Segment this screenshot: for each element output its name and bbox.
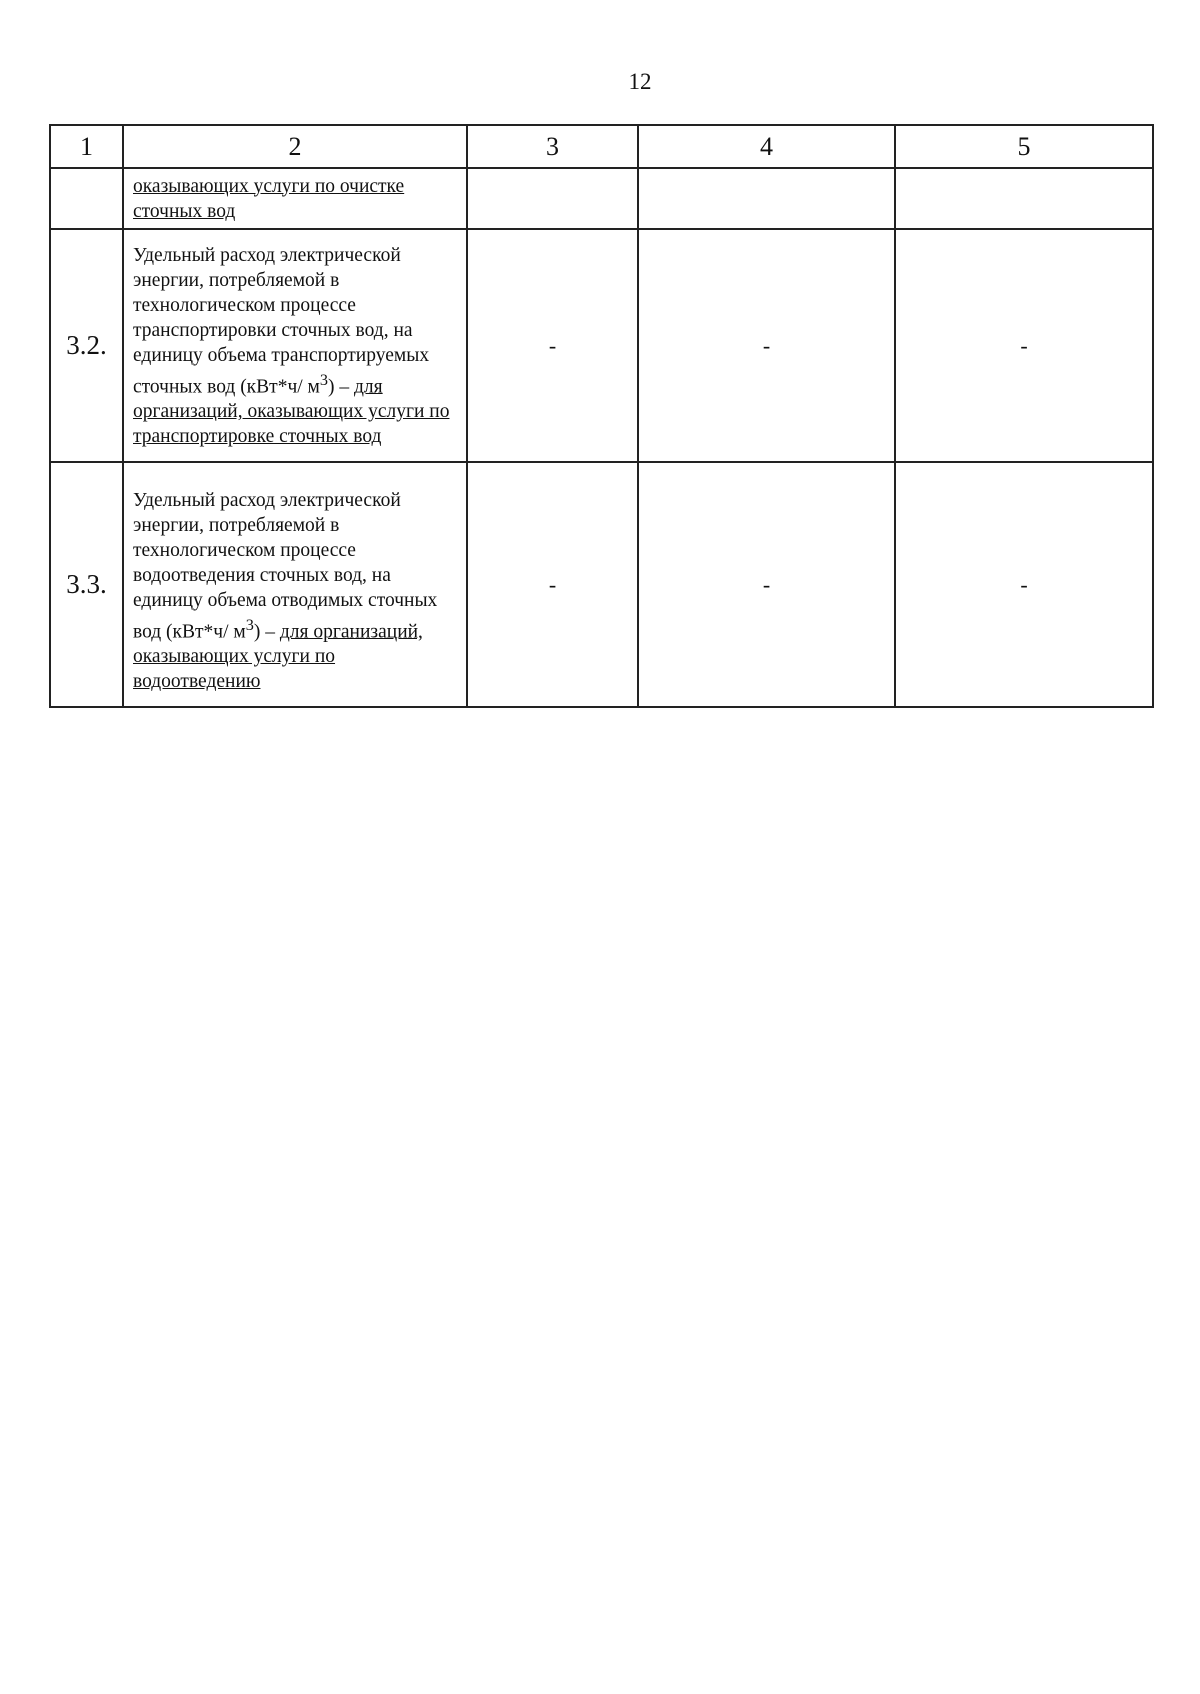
- table-row-3-3: [50, 462, 1153, 707]
- header-col-5: 5: [895, 125, 1153, 168]
- row-number-cell: [50, 168, 123, 229]
- value-cell-col5: -: [895, 229, 1153, 462]
- unit-superscript: 3: [319, 370, 329, 389]
- value-cell-col3: [467, 168, 638, 229]
- indicator-text-tail: ) –: [253, 621, 280, 643]
- value-cell-col4: -: [638, 462, 895, 707]
- value-cell-col3: -: [467, 229, 638, 462]
- indicator-text-tail: ) –: [328, 376, 355, 398]
- value-cell-col5: [895, 168, 1153, 229]
- header-col-4: 4: [638, 125, 895, 168]
- header-col-2: 2: [123, 125, 467, 168]
- indicator-text: Удельный расход электрической энергии, потребляемой в технологическом процессе водоотведения сточных вод, на единицу объема отводимых сточных вод (кВт*ч/ м: [133, 489, 438, 643]
- header-col-3: 3: [467, 125, 638, 168]
- table-row-3-2: [50, 229, 1153, 462]
- value-cell-col4: [638, 168, 895, 229]
- header-col-1: 1: [50, 125, 123, 168]
- indicator-text: Удельный расход электрической энергии, потребляемой в технологическом процессе транспортировки сточных вод, на единицу объема транспортируемых сточных вод (кВт*ч/ м: [133, 244, 430, 398]
- indicator-text-underlined: для организаций, оказывающих услуги по водоотведению: [133, 621, 423, 693]
- indicator-text-underlined: оказывающих услуги по очистке сточных вод: [133, 175, 405, 222]
- value-cell-col3: -: [467, 462, 638, 707]
- row-number-cell: 3.3.: [50, 462, 123, 707]
- indicators-table: [49, 124, 1154, 708]
- indicator-text-cell: [123, 168, 467, 229]
- table-row-continuation: [50, 168, 1153, 229]
- unit-superscript: 3: [245, 615, 254, 634]
- table-header-row: [50, 125, 1153, 168]
- indicator-text-cell: [123, 229, 467, 462]
- row-number-cell: 3.2.: [50, 229, 123, 462]
- value-cell-col5: -: [895, 462, 1153, 707]
- indicator-text-cell: [123, 462, 467, 707]
- value-cell-col4: -: [638, 229, 895, 462]
- indicator-text-underlined: для организаций, оказывающих услуги по транспортировке сточных вод: [133, 376, 450, 448]
- page-number: 12: [628, 69, 652, 94]
